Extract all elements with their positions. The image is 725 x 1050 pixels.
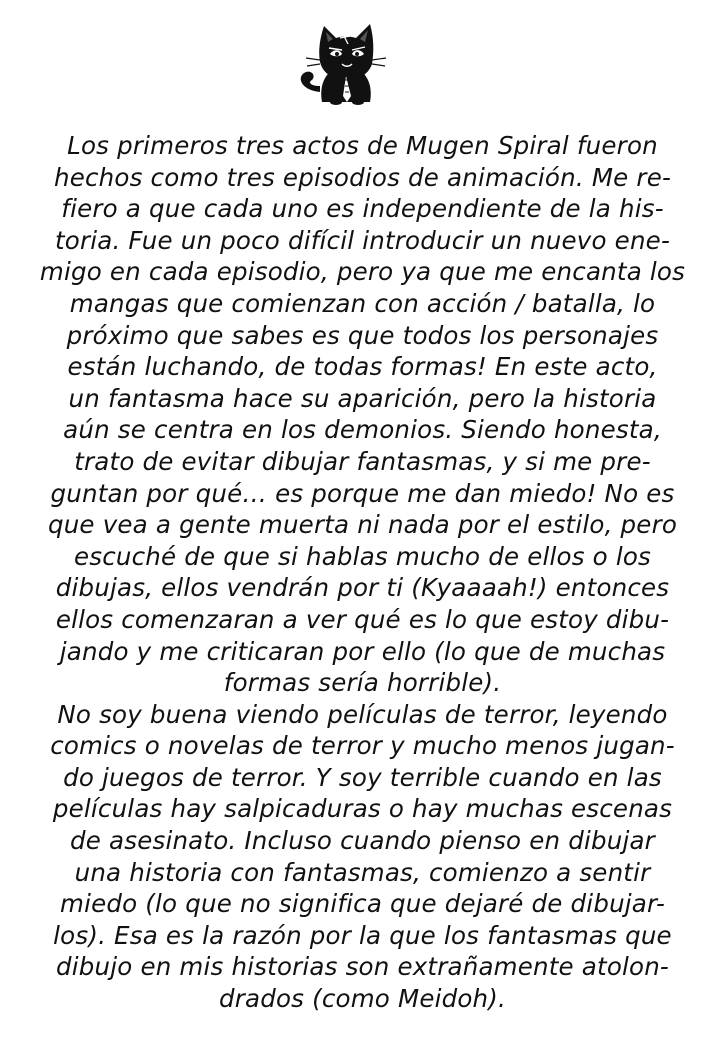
text-line: formas sería horrible). [223,668,502,698]
text-line: los). Esa es la razón por la que los fantasmas que [53,920,672,950]
paragraph-2 [28,699,697,1015]
text-line: toria. Fue un poco difícil introducir un nuevo ene- [54,225,671,255]
text-line: un fantasma hace su aparición, pero la historia [68,383,657,413]
text-line: que vea a gente muerta ni nada por el estilo, pero [47,510,678,540]
text-line: mangas que comienzan con acción / batalla, lo [69,288,656,318]
text-line: hechos como tres episodios de animación. Me re- [53,162,672,192]
text-line: próximo que sabes es que todos los personajes [66,320,659,350]
text-line: trato de evitar dibujar fantasmas, y si me pre- [74,446,651,476]
text-line: Los primeros tres actos de Mugen Spiral fueron [67,131,658,160]
text-line: migo en cada episodio, pero ya que me encanta los [39,257,686,287]
black-cat-icon [290,10,400,110]
text-line: do juegos de terror. Y soy terrible cuando en las [63,762,662,792]
text-line: comics o novelas de terror y mucho menos jugan- [50,731,675,761]
text-line: están luchando, de todas formas! En este acto, [67,352,658,382]
author-note-text [28,130,697,1015]
text-line: No soy buena viendo películas de terror, leyendo [57,699,668,729]
text-line: dibujo en mis historias son extrañamente atolon- [56,952,669,982]
text-line: jando y me criticaran por ello (lo que de muchas [59,636,666,666]
text-line: una historia con fantasmas, comienzo a sentir [74,857,651,887]
text-line: miedo (lo que no significa que dejaré de dibujar- [60,889,665,919]
text-line: películas hay salpicaduras o hay muchas escenas [52,794,673,824]
text-line: drados (como Meidoh). [218,984,507,1014]
text-line: guntan por qué… es porque me dan miedo! No es [50,478,675,508]
text-line: de asesinato. Incluso cuando pienso en dibujar [70,826,655,856]
text-line: escuché de que si hablas mucho de ellos o los [73,541,652,571]
paragraph-1 [28,130,697,699]
text-line: dibujas, ellos vendrán por ti (Kyaaaah!) entonces [55,573,670,603]
text-line: ellos comenzaran a ver qué es lo que estoy dibu- [55,604,670,634]
text-line: aún se centra en los demonios. Siendo honesta, [63,415,662,445]
text-line: fiero a que cada uno es independiente de la his- [61,194,664,224]
cat-illustration [290,10,400,110]
